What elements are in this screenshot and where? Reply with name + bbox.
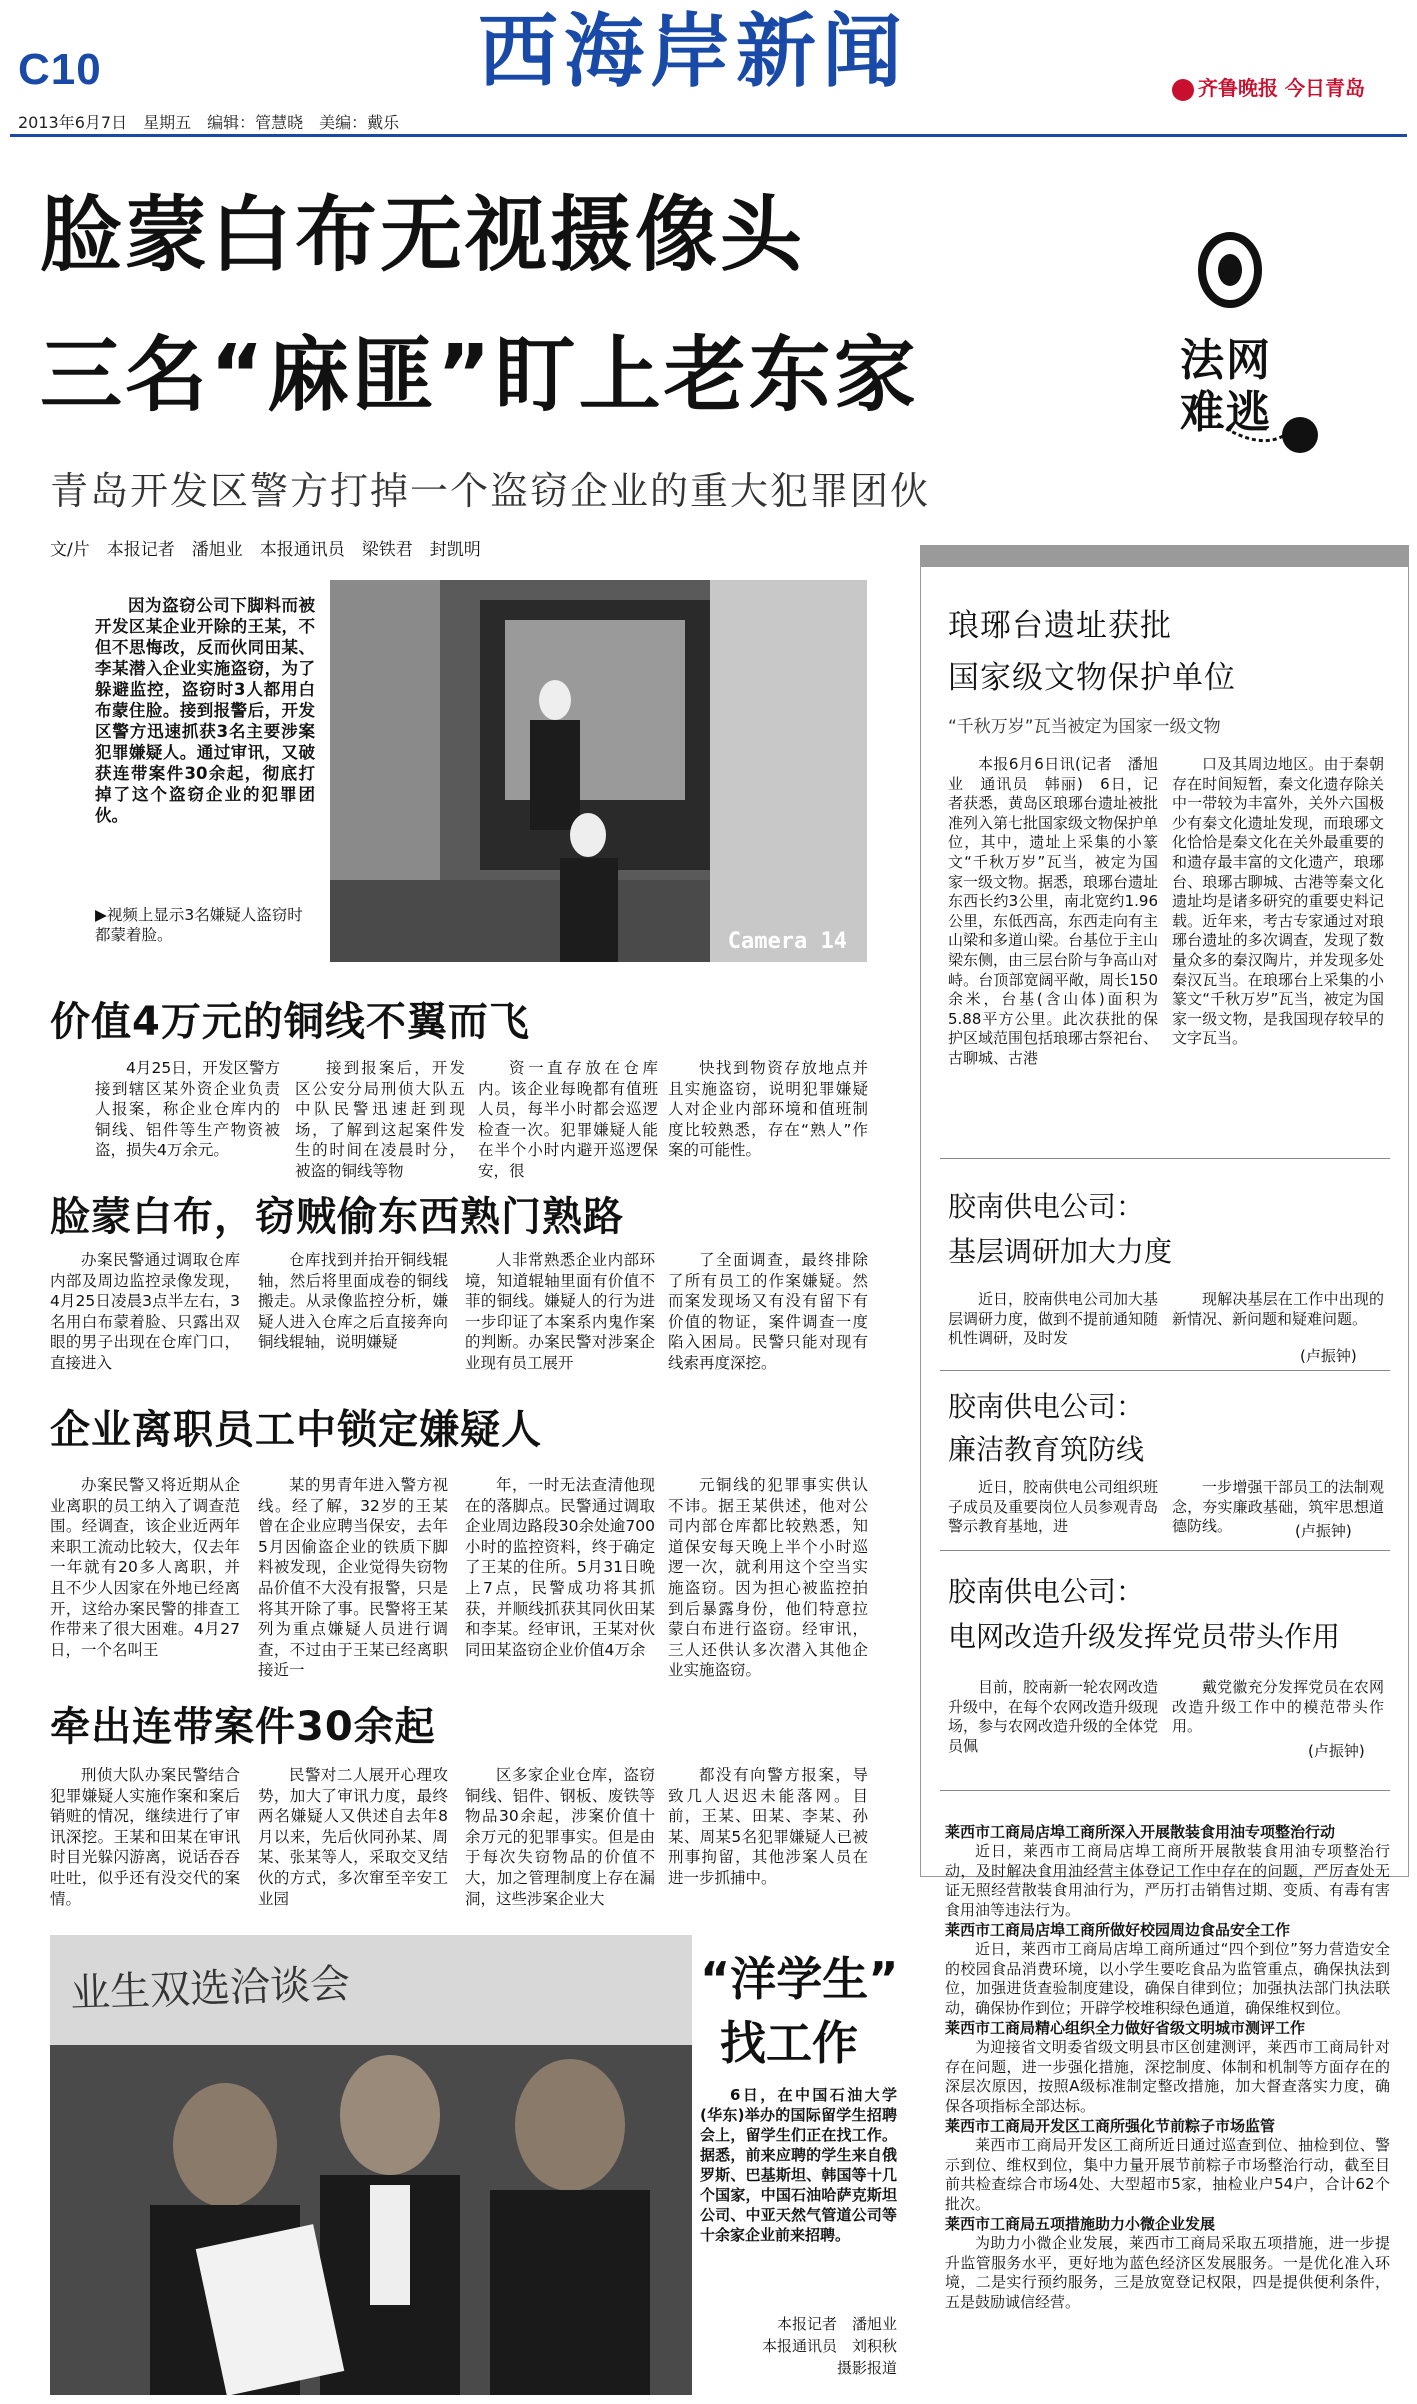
notice-title: 莱西市工商局店埠工商所深入开展散装食用油专项整治行动 — [945, 1823, 1336, 1841]
section-suspect-col-2: 某的男青年进入警方视线。经了解，32岁的王某曾在企业应聘当保安，去年5月因偷盗企业的铁质下脚料被发现，企业觉得失窃物品价值不大没有报警，只是将其开除了事。民警将王某列为重点嫌疑人员进行调查，不过由于王某已经离职接近一 — [258, 1476, 448, 1680]
langya-subtitle: “千秋万岁”瓦当被定为国家一级文物 — [948, 717, 1221, 737]
byline: 文/片 本报记者 潘旭业 本报通讯员 梁铁君 封凯明 — [50, 540, 481, 560]
power-3-kicker: 胶南供电公司： — [948, 1575, 1145, 1608]
badge-text: 法网难逃 — [1180, 335, 1272, 438]
header-rule — [10, 134, 1407, 137]
power-2-col-1: 近日，胶南供电公司组织班子成员及重要岗位人员参观青岛警示教育基地，进 — [948, 1478, 1159, 1536]
section-suspect-col-1: 办案民警又将近期从企业离职的员工纳入了调查范围。经调查，该企业近两年来职工流动比较大，仅去年一年就有20多人离职，并且不少人因家在外地已经离开，这给办案民警的排查工作带来了很大困难。4月27日，一个名叫王 — [50, 1476, 240, 1659]
power-3-title: 电网改造升级发挥党员带头作用 — [948, 1620, 1341, 1653]
power-2-title: 廉洁教育筑防线 — [948, 1433, 1145, 1466]
brand-icon — [1172, 79, 1194, 101]
subheadline: 青岛开发区警方打掉一个盗窃企业的重大犯罪团伙 — [50, 469, 931, 513]
section-title: 西海岸新闻 — [478, 5, 908, 98]
section-copper-col-3: 资一直存放在仓库内。该企业每晚都有值班人员，每半小时都会巡逻检查一次。犯罪嫌疑人能在半个小时内避开巡逻保安，很 — [478, 1059, 658, 1180]
divider — [940, 1370, 1390, 1371]
notice-body: 近日，莱西市工商局店埠工商所通过“四个到位”努力营造安全的校园食品消费环境，以小学生要吃食品为监管重点，确保执法到位，加强进货查验制度建设，确保自律到位；加强执法部门执法联动，确保协作到位；开辟学校堆积绿色通道，确保维权到位。 — [945, 1940, 1390, 2017]
divider — [940, 1550, 1390, 1551]
power-3-col-1: 目前，胶南新一轮农网改造升级中，在每个农网改造升级现场，参与农网改造升级的全体党员佩 — [948, 1678, 1159, 1755]
yang-credit-3: 摄影报道 — [836, 2359, 897, 2377]
surveillance-scene — [330, 580, 867, 962]
issue-meta: 2013年6月7日 星期五 编辑：管慧晓 美编：戴乐 — [18, 113, 400, 132]
section-copper-col-2: 接到报案后，开发区公安分局刑侦大队五中队民警迅速赶到现场，了解到这起案件发生的时间在凌晨时分，被盗的铜线等物 — [295, 1059, 465, 1180]
power-1-col-1: 近日，胶南供电公司加大基层调研力度，做到不提前通知随机性调研，及时发 — [948, 1290, 1159, 1348]
camera-label: Camera 14 — [727, 929, 847, 954]
section-suspect-col-4: 元铜线的犯罪事实供认不讳。据王某供述，他对公司内部仓库都比较熟悉，知道保安每天晚上半个小时巡逻一次，就利用这个空当实施盗窃。因为担心被监控拍到后暴露身份，他们特意拉蒙白布进行盗窃。经审讯，三人还供认多次潜入其他企业实施盗窃。 — [668, 1476, 868, 1680]
power-2-col-2: 一步增强干部员工的法制观念，夯实廉政基础，筑牢思想道德防线。 — [1172, 1478, 1384, 1536]
section-cases-col-3: 区多家企业仓库，盗窃铜线、铝件、钢板、废铁等物品30余起，涉案价值十余万元的犯罪事实。但是由于每次失窃物品的价值不大，加之管理制度上存在漏洞，这些涉案企业大 — [465, 1766, 655, 1908]
notice-body: 近日，莱西市工商局店埠工商所开展散装食用油专项整治行动，及时解决食用油经营主体登记工作中存在的问题，严厉查处无证无照经营散装食用油行为，严历打击销售过期、变质、有毒有害食用油等违法行为。 — [945, 1842, 1390, 1919]
langya-col-2: 口及其周边地区。由于秦朝存在时间短暂，秦文化遗存除关中一带较为丰富外，关外六国极少有秦文化遗址发现，而琅琊文化恰恰是秦文化在关外最重要的和遗存最丰富的文化遗产，琅琊台、琅琊古聊城、古港等秦文化遗址均是诸多研究的重要史料记载。近年来，考古专家通过对琅琊台遗址的多次调查，发现了数量众多的秦汉陶片，并发现多处秦汉瓦当。在琅琊台上采集的小篆文“千秋万岁”瓦当，被定为国家一级文物，是我国现存较早的文字瓦当。 — [1172, 755, 1384, 1048]
langya-title-2: 国家级文物保护单位 — [948, 660, 1236, 696]
yang-title-2: 找工作 — [720, 2016, 858, 2070]
section-cases-col-2: 民警对二人展开心理攻势，加大了审讯力度，最终两名嫌疑人又供述自去年8月以来，先后伙同孙某、周某、张某等人，采取交叉结伙的方式，多次窜至辛安工业园 — [258, 1766, 448, 1908]
section-heading-suspect: 企业离职员工中锁定嫌疑人 — [50, 1407, 542, 1453]
section-masks-col-3: 人非常熟悉企业内部环境，知道辊轴里面有价值不菲的铜线。嫌疑人的行为进一步印证了本案系内鬼作案的判断。办案民警对涉案企业现有员工展开 — [465, 1251, 655, 1372]
power-3-col-2: 戴党徽充分发挥党员在农网改造升级工作中的模范带头作用。 — [1172, 1678, 1384, 1736]
section-masks-col-4: 了全面调查，最终排除了所有员工的作案嫌疑。然而案发现场又有没有留下有价值的物证，案件调查一度陷入困局。民警只能对现有线索再度深挖。 — [668, 1251, 868, 1372]
notice-body: 为迎接省文明委省级文明县市区创建测评，莱西市工商局针对存在问题，进一步强化措施，深挖制度、体制和机制等方面存在的深层次原因，按照A级标准制定整改措施，加大督查落实力度，确保各项指标全部达标。 — [945, 2038, 1390, 2115]
photo-caption: ▶视频上显示3名嫌疑人盗窃时都蒙着脸。 — [95, 906, 303, 944]
section-heading-masks: 脸蒙白布，窃贼偷东西熟门熟路 — [50, 1194, 624, 1240]
list-item — [945, 2116, 1390, 2214]
notice-list — [945, 1822, 1390, 2400]
power-1-col-2: 现解决基层在工作中出现的新情况、新问题和疑难问题。 — [1172, 1290, 1384, 1328]
yang-title-1: “洋学生” — [700, 1952, 899, 2006]
list-item — [945, 2018, 1390, 2116]
notice-title: 莱西市工商局精心组织全力做好省级文明城市测评工作 — [945, 2019, 1306, 2037]
notice-title: 莱西市工商局开发区工商所强化节前粽子市场监管 — [945, 2117, 1276, 2135]
yang-credit-1: 本报记者 潘旭业 — [776, 2315, 897, 2333]
power-1-kicker: 胶南供电公司： — [948, 1190, 1145, 1223]
headline-line-2: 三名“麻匪”盯上老东家 — [40, 328, 919, 423]
section-cases-col-1: 刑侦大队办案民警结合犯罪嫌疑人实施作案和案后销赃的情况，继续进行了审讯深挖。王某和田某在审讯时目光躲闪游离，说话吞吞吐吐，似乎还有没交代的案情。 — [50, 1766, 240, 1908]
brand-logo — [1172, 72, 1365, 101]
notice-title: 莱西市工商局五项措施助力小微企业发展 — [945, 2215, 1216, 2233]
brand-name: 齐鲁晚报 今日青岛 — [1198, 76, 1365, 100]
list-item — [945, 1822, 1390, 1920]
section-copper-col-1: 4月25日，开发区警方接到辖区某外资企业负责人报案，称企业仓库内的铜线、铝件等生产物资被盗，损失4万余元。 — [95, 1059, 280, 1160]
power-1-credit: (卢振钟) — [1300, 1347, 1357, 1365]
section-heading-copper: 价值4万元的铜线不翼而飞 — [50, 999, 530, 1045]
notice-body: 莱西市工商局开发区工商所近日通过巡查到位、抽检到位、警示到位、维权到位，集中力量开展节前粽子市场整治行动，截至目前共检查综合市场4处、大型超市5家，抽检业户54户，合计62个批次。 — [945, 2136, 1390, 2213]
list-item — [945, 2214, 1390, 2312]
power-2-credit: (卢振钟) — [1295, 1522, 1352, 1540]
sidebar-topbar — [920, 545, 1409, 567]
headline-line-1: 脸蒙白布无视摄像头 — [40, 188, 806, 283]
section-heading-cases: 牵出连带案件30余起 — [50, 1704, 436, 1750]
section-masks-col-1: 办案民警通过调取仓库内部及周边监控录像发现，4月25日凌晨3点半左右，3名用白布蒙着脸、只露出双眼的男子出现在仓库门口，直接进入 — [50, 1251, 240, 1372]
justice-badge — [1160, 225, 1320, 465]
power-1-title: 基层调研加大力度 — [948, 1235, 1173, 1268]
langya-col-1: 本报6月6日讯(记者 潘旭业 通讯员 韩丽) 6日，记者获悉，黄岛区琅琊台遗址被批准列入第七批国家级文物保护单位，其中，遗址上采集的小篆文“千秋万岁”瓦当，被定为国家一级文物。据悉，琅琊台遗址东西长约3公里，南北宽约1.96公里，东低西高，东西走向有主山梁和多道山梁。台基位于主山梁东侧，由三层台阶与争高山对峙。台顶部宽阔平敞，周长150余米，台基(含山体)面积为5.88平方公里。此次获批的保护区域范围包括琅琊古祭祀台、古聊城、古港 — [948, 755, 1159, 1067]
notice-body: 为助力小微企业发展，莱西市工商局采取五项措施，进一步提升监管服务水平，更好地为蓝色经济区发展服务。一是优化准入环境，二是实行预约服务，三是放宽登记权限，四是提供便利条件，五是鼓励诚信经营。 — [945, 2234, 1390, 2311]
surveillance-photo — [330, 580, 867, 962]
page-number: C10 — [18, 45, 102, 94]
power-2-kicker: 胶南供电公司： — [948, 1390, 1145, 1423]
section-cases-col-4: 都没有向警方报案，导致几人迟迟未能落网。目前，王某、田某、李某、孙某、周某5名犯罪嫌疑人已被刑事拘留，其他涉案人员在进一步抓捕中。 — [668, 1766, 868, 1887]
divider — [940, 1790, 1390, 1791]
yang-story — [692, 1935, 905, 2395]
power-3-credit: (卢振钟) — [1308, 1742, 1365, 1760]
notice-title: 莱西市工商局店埠工商所做好校园周边食品安全工作 — [945, 1921, 1291, 1939]
yang-body: 6日，在中国石油大学(华东)举办的国际留学生招聘会上，留学生们正在找工作。据悉，前来应聘的学生来自俄罗斯、巴基斯坦、韩国等十几个国家，中国石油哈萨克斯坦公司、中亚天然气管道公司等十余家企业前来招聘。 — [700, 2086, 897, 2244]
list-item — [945, 1920, 1390, 2018]
yang-credit-2: 本报通讯员 刘积秋 — [761, 2337, 897, 2355]
section-masks-col-2: 仓库找到并抬开铜线辊轴，然后将里面成卷的铜线搬走。从录像监控分析，嫌疑人进入仓库之后直接奔向铜线辊轴，说明嫌疑 — [258, 1251, 448, 1352]
langya-title-1: 琅琊台遗址获批 — [948, 608, 1172, 644]
divider — [940, 1158, 1390, 1159]
photo-backdrop-text: 业生双选洽谈会 — [69, 1961, 351, 2017]
section-copper-col-4: 快找到物资存放地点并且实施盗窃，说明犯罪嫌疑人对企业内部环境和值班制度比较熟悉，存在“熟人”作案的可能性。 — [668, 1059, 868, 1160]
lead-paragraph: 因为盗窃公司下脚料而被开发区某企业开除的王某，不但不思悔改，反而伙同田某、李某潜入企业实施盗窃，为了躲避监控，盗窃时3人都用白布蒙住脸。接到报警后，开发区警方迅速抓获3名主要涉案犯罪嫌疑人。通过审讯，又破获连带案件30余起，彻底打掉了这个盗窃企业的犯罪团伙。 — [95, 596, 315, 825]
section-suspect-col-3: 年，一时无法查清他现在的落脚点。民警通过调取企业周边路段30余处逾700小时的监控资料，终于确定了王某的住所。5月31日晚上7点，民警成功将其抓获，并顺线抓获其同伙田某和李某。经审讯，王某对伙同田某盗窃企业价值4万余 — [465, 1476, 655, 1659]
